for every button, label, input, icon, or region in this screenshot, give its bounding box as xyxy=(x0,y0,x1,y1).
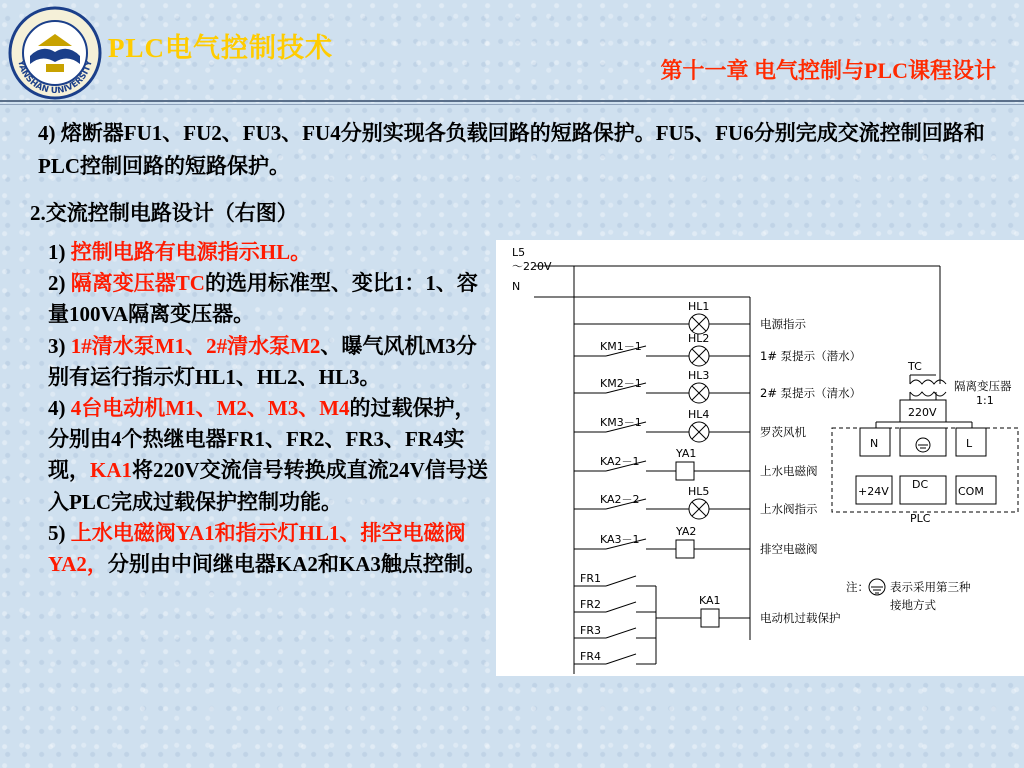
plc-l: L xyxy=(966,437,973,450)
supply-l5: L5 xyxy=(512,246,526,259)
load-label: HL3 xyxy=(688,369,710,382)
contact-label: KA3－1 xyxy=(600,533,640,546)
transformer-secondary: 220V xyxy=(908,406,937,419)
supply-voltage: ～220V xyxy=(512,260,552,273)
app-title: PLC电气控制技术 xyxy=(108,33,333,63)
load-label: HL5 xyxy=(688,485,710,498)
note-line2: 接地方式 xyxy=(890,598,936,612)
rung-description: 2# 泵提示（清水） xyxy=(760,386,862,400)
list-item: 1) 控制电路有电源指示HL。 xyxy=(48,240,312,264)
plc-24v: +24V xyxy=(858,485,889,498)
load-label: YA1 xyxy=(676,447,697,460)
transformer-ratio: 1:1 xyxy=(976,394,994,407)
contact-label: KM2－1 xyxy=(600,377,642,390)
contact-label: KA2－1 xyxy=(600,455,640,468)
fr-label: FR2 xyxy=(580,598,601,611)
load-label: YA2 xyxy=(676,525,697,538)
fr-label: FR3 xyxy=(580,624,601,637)
list-item: 5) 上水电磁阀YA1和指示灯HL1、排空电磁阀YA2，分别由中间继电器KA2和KA3触点控制。 xyxy=(48,520,486,577)
plc-label: PLC xyxy=(910,512,931,525)
contact-label: KA2－2 xyxy=(600,493,640,506)
plc-dc: DC xyxy=(912,478,929,491)
plc-com: COM xyxy=(958,485,984,498)
rung-description: 电源指示 xyxy=(760,317,806,331)
load-label: HL1 xyxy=(688,300,710,313)
rung-description: 罗茨风机 xyxy=(760,425,806,439)
contact-label: KM3－1 xyxy=(600,416,642,429)
load-label: HL4 xyxy=(688,408,710,421)
transformer-label: TC xyxy=(908,360,922,373)
item-list xyxy=(48,237,493,580)
intro-paragraph: 4) 熔断器FU1、FU2、FU3、FU4分别实现各负载回路的短路保护。FU5、FU6分别完成交流控制回路和PLC控制回路的短路保护。 xyxy=(38,121,985,178)
note-line1: 表示采用第三种 xyxy=(890,580,971,594)
rung-description: 电动机过载保护 xyxy=(760,611,841,625)
list-item: 3) 1#清水泵M1、2#清水泵M2、曝气风机M3分别有运行指示灯HL1、HL2、HL3。 xyxy=(48,333,477,389)
rung-description: 上水阀指示 xyxy=(760,502,818,516)
note-prefix: 注： xyxy=(846,580,869,594)
rung-description: 排空电磁阀 xyxy=(760,542,818,556)
transformer-name: 隔离变压器 xyxy=(954,379,1012,393)
fr-label: FR1 xyxy=(580,572,601,585)
contact-label: KM1－1 xyxy=(600,340,642,353)
load-label: HL2 xyxy=(688,332,710,345)
list-item: 2) 隔离变压器TC的选用标准型、变比1：1、容量100VA隔离变压器。 xyxy=(48,271,478,327)
circuit-diagram xyxy=(496,240,1024,676)
chapter-title: 第十一章 电气控制与PLC课程设计 xyxy=(660,58,996,83)
university-logo xyxy=(8,6,102,100)
header-divider-thin xyxy=(0,104,1024,105)
load-label: KA1 xyxy=(699,594,721,607)
plc-n: N xyxy=(870,437,879,450)
rung-description: 上水电磁阀 xyxy=(760,464,818,478)
rung-description: 1# 泵提示（潜水） xyxy=(760,349,862,363)
fr-label: FR4 xyxy=(580,650,601,663)
list-item: 4) 4台电动机M1、M2、M3、M4的过载保护，分别由4个热继电器FR1、FR2、FR3、FR4实现，KA1将220V交流信号转换成直流24V信号送入PLC完成过载保护控制功能。 xyxy=(48,396,488,514)
header-divider xyxy=(0,100,1024,102)
logo-text: YANSHAN UNIVERSITY xyxy=(15,59,95,97)
supply-n: N xyxy=(512,280,521,293)
section-title: 2.交流控制电路设计（右图） xyxy=(30,201,298,225)
